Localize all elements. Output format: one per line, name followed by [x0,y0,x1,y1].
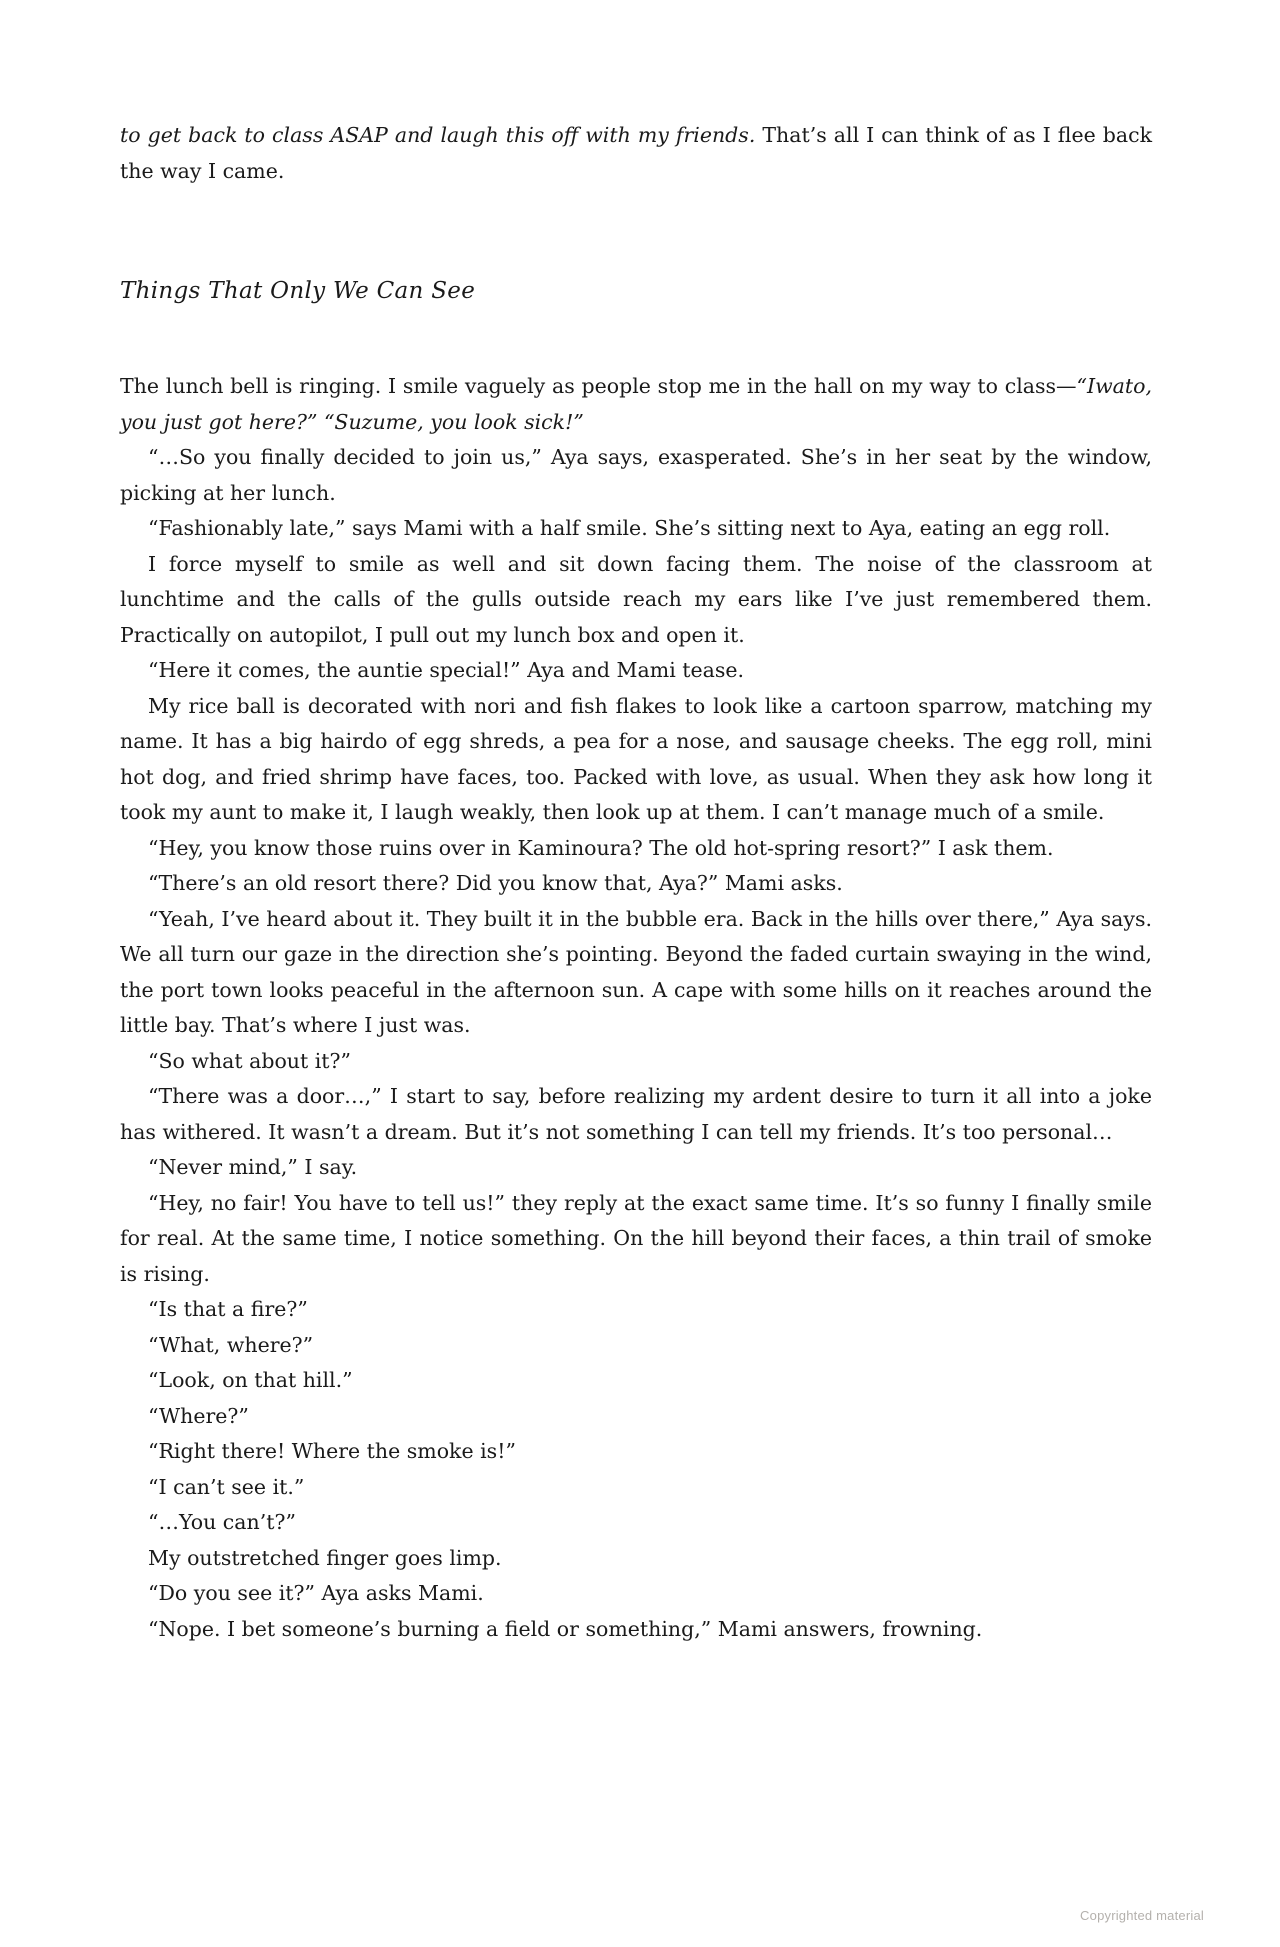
paragraph-text-run: “So what about it?” [148,1048,352,1073]
body-paragraph [120,689,1152,831]
spacer-above-section-title [120,189,1152,275]
body-paragraph [120,1576,1152,1612]
paragraph-text-run: “Yeah, I’ve heard about it. They built it in the bubble era. Back in the hills over there,” Aya says. We all turn our gaze in the direction she’s pointing. Beyond the faded curtain swaying in the wind, the port town looks peaceful in the afternoon sun. A cape with some hills on it reaches around the little bay. That’s where I just was. [120,906,1152,1037]
page-body [120,118,1152,1647]
paragraph-text-run: “Here it comes, the auntie special!” Aya and Mami tease. [148,658,745,682]
paragraph-text-run: “Is that a fire?” [148,1297,308,1321]
body-paragraph [120,1434,1152,1470]
paragraph-text-run: “…So you finally decided to join us,” Aya says, exasperated. She’s in her seat by the window, picking at her lunch. [120,445,1152,505]
body-paragraph [120,902,1152,1044]
paragraph-text-run: “I can’t see it.” [148,1474,305,1499]
body-paragraph [120,1541,1152,1577]
body-paragraph [120,1044,1152,1080]
body-paragraph [120,831,1152,867]
body-paragraph [120,1328,1152,1364]
section-title: Things That Only We Can See [120,278,476,304]
paragraph-text-run: “Hey, you know those ruins over in Kaminoura? The old hot-spring resort?” I ask them. [148,835,1054,860]
body-paragraph [120,369,1152,440]
body-paragraph [120,866,1152,902]
paragraph-text-run: My outstretched finger goes limp. [148,1545,502,1570]
body-paragraph [120,511,1152,547]
paragraph-italic-run: “Iwato, you just got here?” “Suzume, you look sick!” [120,374,1152,434]
body-paragraph [120,1079,1152,1150]
body-paragraph [120,1186,1152,1293]
opening-roman-run: That’s all I can think of as I flee back the way I came. [120,123,1153,183]
body-paragraph [120,1505,1152,1541]
paragraph-list [120,369,1152,1647]
paragraph-text-run: “What, where?” [148,1332,314,1357]
paragraph-text-run: “Hey, no fair! You have to tell us!” they reply at the exact same time. It’s so funny I finally smile for real. At the same time, I notice something. On the hill beyond their faces, a thin trail of smoke is rising. [120,1190,1152,1286]
paragraph-text-run: “Never mind,” I say. [148,1155,358,1179]
paragraph-text-run: My rice ball is decorated with nori and fish flakes to look like a cartoon sparrow, matching my name. It has a big hairdo of egg shreds, a pea for a nose, and sausage cheeks. The egg roll, mini hot dog, and fried shrimp have faces, too. Packed with love, as usual. When they ask how long it took my aunt to make it, I laugh weakly, then look up at them. I can’t manage much of a smile. [120,693,1152,824]
paragraph-text-run: “Do you see it?” Aya asks Mami. [148,1581,484,1605]
paragraph-text-run: I force myself to smile as well and sit down facing them. The noise of the classroom at lunchtime and the calls of the gulls outside reach my ears like I’ve just remembered them. Practically on autopilot, I pull out my lunch box and open it. [120,551,1152,647]
body-paragraph [120,1612,1152,1648]
body-paragraph [120,1363,1152,1399]
body-paragraph [120,1399,1152,1435]
body-paragraph [120,1470,1152,1506]
paragraph-text-run: “Right there! Where the smoke is!” [148,1439,516,1463]
body-paragraph [120,440,1152,511]
paragraph-text-run: “Where?” [148,1403,249,1428]
copyright-notice: Copyrighted material [1080,1908,1204,1923]
paragraph-text-run: “Fashionably late,” says Mami with a half smile. She’s sitting next to Aya, eating an egg roll. [148,516,1111,540]
paragraph-text-run: “Nope. I bet someone’s burning a field or something,” Mami answers, frowning. [148,1616,983,1641]
paragraph-text-run: The lunch bell is ringing. I smile vaguely as people stop me in the hall on my way to class— [120,374,1077,398]
body-paragraph [120,1292,1152,1328]
paragraph-text-run: “There’s an old resort there? Did you know that, Aya?” Mami asks. [148,871,843,895]
body-paragraph [120,1150,1152,1186]
opening-italic-run: to get back to class ASAP and laugh this off with my friends. [120,123,756,147]
paragraph-text-run: “…You can’t?” [148,1510,296,1534]
paragraph-text-run: “There was a door…,” I start to say, before realizing my ardent desire to turn it all into a joke has withered. It wasn’t a dream. But it’s not something I can tell my friends. It’s too personal… [120,1084,1152,1144]
body-paragraph [120,653,1152,689]
opening-paragraph [120,118,1152,189]
body-paragraph [120,547,1152,654]
paragraph-text-run: “Look, on that hill.” [148,1368,353,1392]
spacer-below-section-title [120,307,1152,369]
